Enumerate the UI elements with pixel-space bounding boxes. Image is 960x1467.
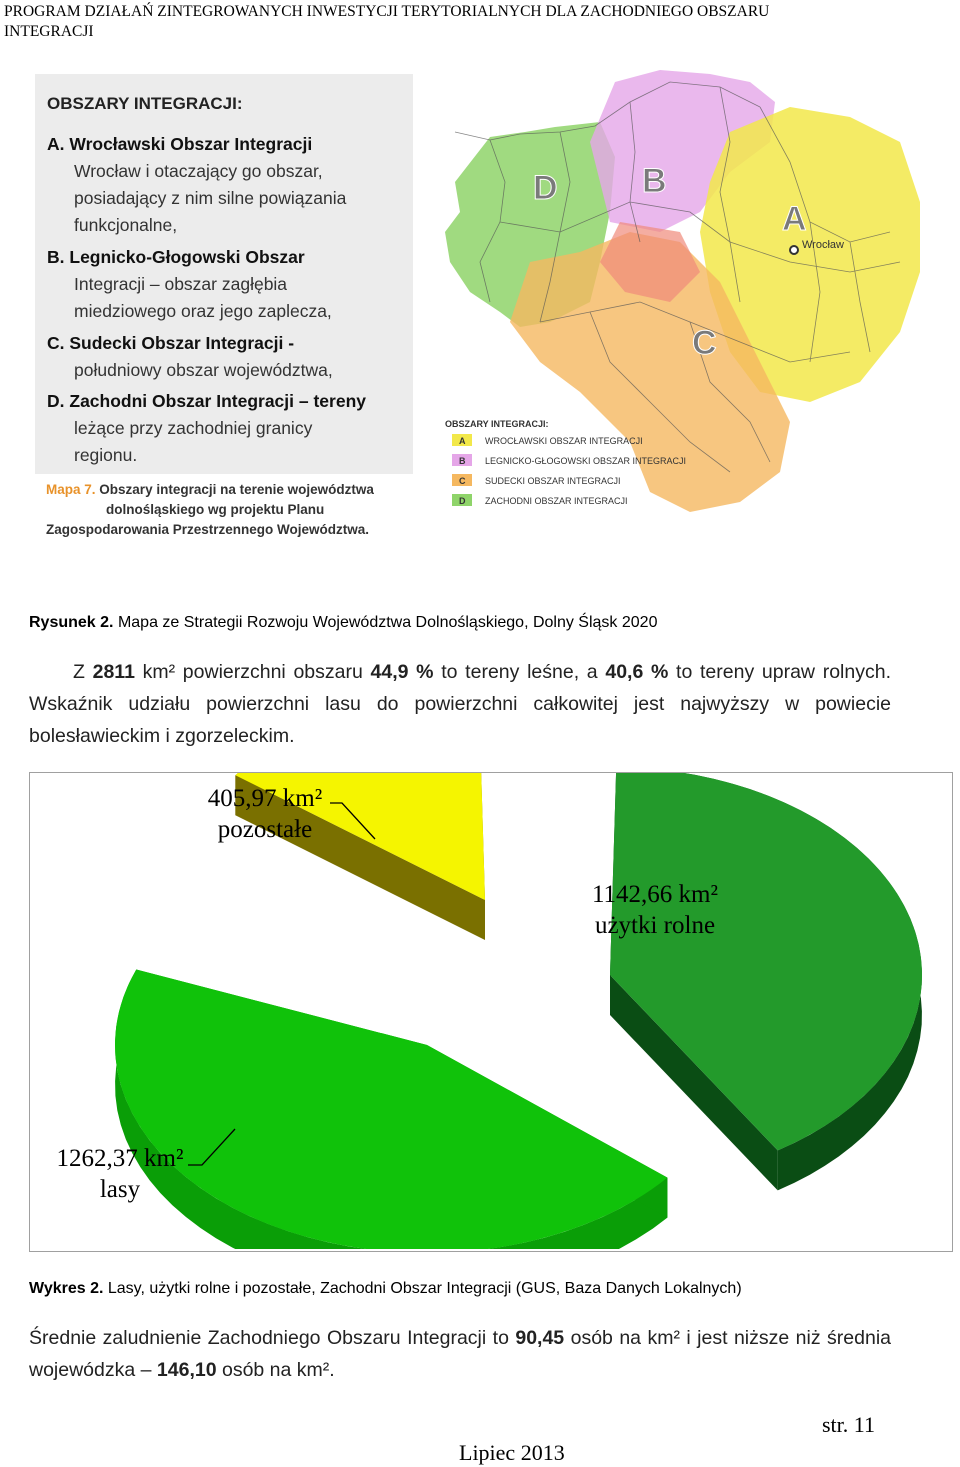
label-lasy [45,1143,195,1205]
map-legend-label-b: LEGNICKO-GŁOGOWSKI OBSZAR INTEGRACJI [485,456,687,466]
map-legend-label-c: SUDECKI OBSZAR INTEGRACJI [485,476,621,486]
legend-item-a: A. Wrocławski Obszar Integracji Wrocław i otaczający go obszar, posiadający z nim silne powiązania funkcjonalne, [47,134,347,235]
header-line-2: INTEGRACJI [4,23,94,40]
label-pozostale [190,783,340,845]
legend-item-b: B. Legnicko-Głogowski Obszar Integracji – obszar zagłębia miedziowego oraz jego zaplecza, [47,247,332,321]
map-caption: Mapa 7. Obszary integracji na terenie województwa dolnośląskiego wg projektu Planu Zagospodarowania Przestrzennego Województwa. [46,482,374,537]
figure-caption: Rysunek 2. Mapa ze Strategii Rozwoju Województwa Dolnośląskiego, Dolny Śląsk 2020 [29,614,658,631]
paragraph-land-use: Z 2811 km² powierzchni obszaru 44,9 % to tereny leśne, a 40,6 % to tereny upraw rolnych. Wskaźnik udziału powierzchni lasu do powierzchni całkowitej jest najwyższy w powiecie bolesławieckim i zgorzeleckim. [29,661,891,747]
map-letter-c: C [692,324,717,362]
running-header [4,2,904,42]
wroclaw-marker [790,246,798,254]
map-legend-code-d: D [459,496,466,506]
map-city-label: Wrocław [802,239,844,251]
map-legend-code-b: B [459,456,466,466]
integration-areas-map [430,62,930,532]
map-legend-title: OBSZARY INTEGRACJI: [445,419,549,429]
chart-caption: Wykres 2. Lasy, użytki rolne i pozostałe, Zachodni Obszar Integracji (GUS, Baza Danych Lokalnych) [29,1280,742,1297]
map-legend-code-c: C [459,476,466,486]
category-uzytki-rolne: użytki rolne [594,912,716,939]
map-letter-d: D [533,169,558,207]
map-legend-panel [35,74,413,474]
category-pozostale: pozostałe [217,816,313,843]
legend-item-d: D. Zachodni Obszar Integracji – tereny leżące przy zachodniej granicy regionu. [47,391,366,465]
value-lasy: 1262,37 km² [56,1145,184,1172]
map-legend-label-a: WROCŁAWSKI OBSZAR INTEGRACJI [485,436,643,446]
map-legend-code-a: A [459,436,466,446]
value-pozostale: 405,97 km² [207,785,323,812]
paragraph-population: Średnie zaludnienie Zachodniego Obszaru Integracji to 90,45 osób na km² i jest niższe niż średnia wojewódzka – 146,10 osób na km². [29,1327,891,1381]
category-lasy: lasy [99,1176,141,1203]
footer-date: Lipiec 2013 [459,1440,565,1465]
legend-title: OBSZARY INTEGRACJI: [47,94,243,113]
label-uzytki-rolne [570,879,740,941]
map-letter-b: B [642,162,667,200]
header-line-1: PROGRAM DZIAŁAŃ ZINTEGROWANYCH INWESTYCJI TERYTORIALNYCH DLA ZACHODNIEGO OBSZARU [4,3,770,20]
map-letter-a: A [782,200,807,238]
land-use-chart [29,772,953,1252]
map-legend-label-d: ZACHODNI OBSZAR INTEGRACJI [485,496,628,506]
value-uzytki-rolne: 1142,66 km² [591,881,718,908]
legend-item-c: C. Sudecki Obszar Integracji - południowy obszar województwa, [47,333,333,380]
page-number: str. 11 [822,1412,875,1437]
